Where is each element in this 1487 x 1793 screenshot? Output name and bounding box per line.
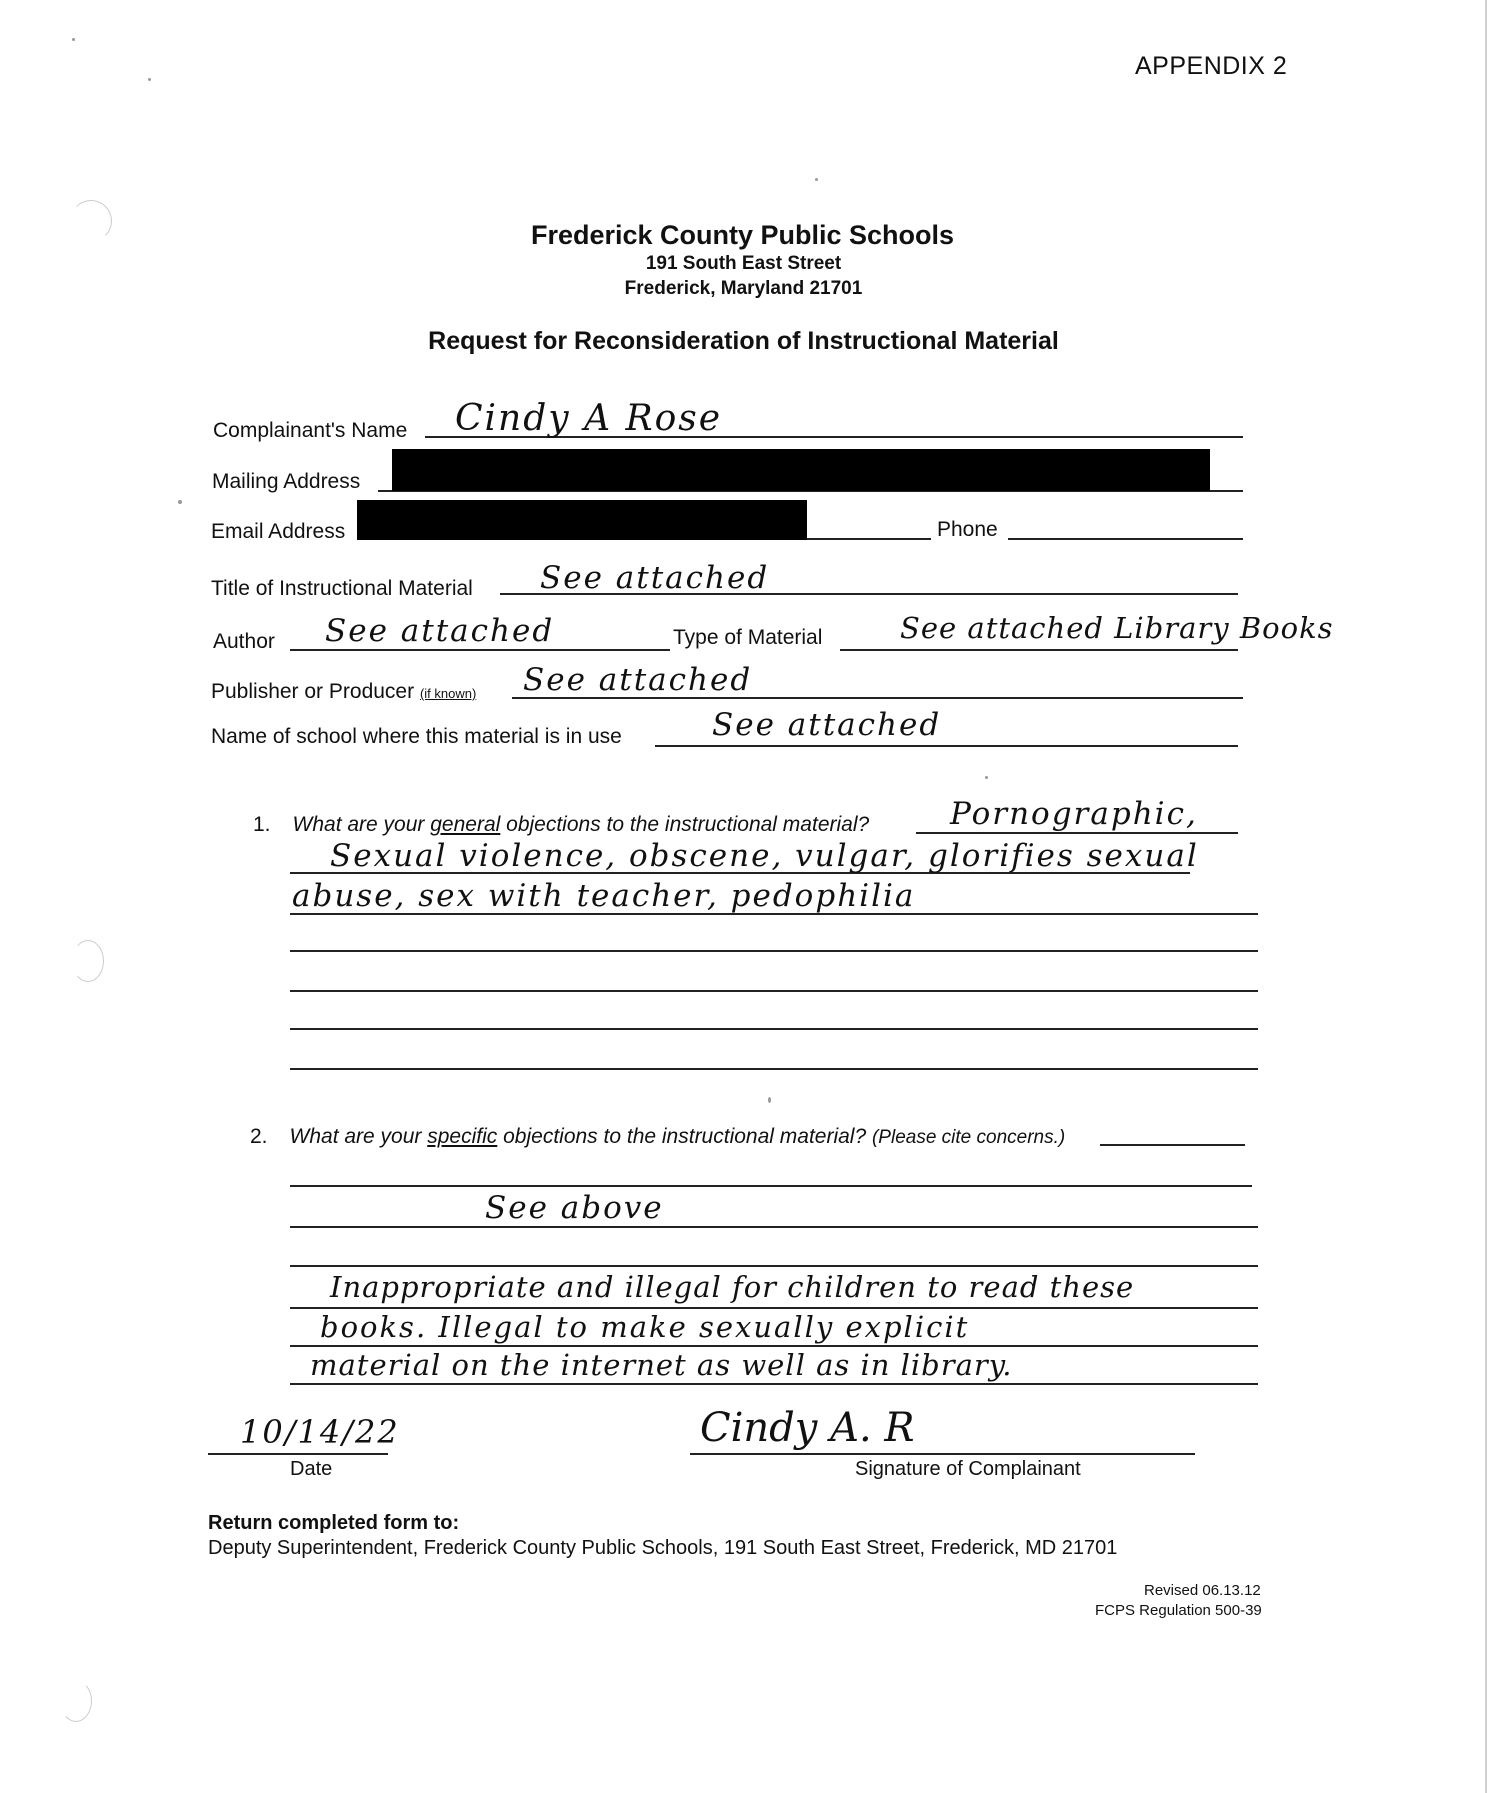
scan-speck — [148, 78, 151, 81]
complainant-name-value: Cindy A Rose — [455, 398, 723, 439]
q1-answer-line-1: Pornographic, — [950, 796, 1198, 832]
organization-city: Frederick, Maryland 21701 — [624, 278, 863, 299]
school-label: Name of school where this material is in use — [211, 725, 622, 748]
phone-label: Phone — [937, 518, 998, 541]
date-line — [208, 1453, 388, 1455]
question-1-pre: What are your — [292, 813, 431, 836]
author-value: See attached — [325, 613, 555, 649]
q1-line-5 — [290, 1028, 1258, 1030]
email-address-label: Email Address — [211, 520, 346, 543]
question-2 — [250, 1125, 1065, 1149]
q2-answer-line-3: books. Illegal to make sexually explicit — [320, 1310, 970, 1344]
q2-line-3 — [290, 1265, 1258, 1267]
publisher-label-note: (if known) — [419, 686, 477, 701]
q2-answer-line-4: material on the internet as well as in library. — [310, 1348, 1013, 1382]
question-1-emphasis: general — [430, 813, 501, 836]
signature-line — [690, 1453, 1195, 1455]
date-value: 10/14/22 — [240, 1413, 400, 1451]
q1-answer-line-2: Sexual violence, obscene, vulgar, glorifies sexual — [330, 838, 1199, 874]
publisher-value: See attached — [523, 662, 753, 698]
revised-date: Revised 06.13.12 — [1144, 1582, 1261, 1599]
q1-line-0 — [916, 832, 1238, 834]
email-address-redaction — [357, 500, 807, 540]
title-label: Title of Instructional Material — [211, 577, 473, 600]
scan-speck — [815, 178, 818, 181]
form-title: Request for Reconsideration of Instructional Material — [428, 327, 1059, 355]
title-value: See attached — [540, 560, 770, 596]
q2-answer-line-1: See above — [485, 1190, 664, 1226]
complainant-name-label: Complainant's Name — [213, 419, 408, 442]
q1-line-6 — [290, 1068, 1258, 1070]
organization-name: Frederick County Public Schools — [530, 220, 955, 250]
school-line — [655, 745, 1238, 747]
scan-speck — [768, 1097, 771, 1103]
signature-value: Cindy A. R — [700, 1405, 915, 1451]
type-value: See attached Library Books — [900, 611, 1334, 645]
q2-line-0 — [1100, 1144, 1245, 1146]
question-2-emphasis: specific — [427, 1125, 498, 1148]
question-1 — [253, 813, 869, 837]
question-2-pre: What are your — [289, 1125, 428, 1148]
question-2-note: (Please cite concerns.) — [871, 1127, 1066, 1148]
hole-punch-mark — [72, 940, 104, 982]
q2-answer-line-2: Inappropriate and illegal for children to read these — [330, 1270, 1135, 1304]
phone-line — [1008, 538, 1243, 540]
return-address: Deputy Superintendent, Frederick County Public Schools, 191 South East Street, Frederick, MD 21701 — [208, 1537, 1118, 1559]
type-line — [840, 649, 1238, 651]
signature-label: Signature of Complainant — [855, 1458, 1081, 1480]
author-label: Author — [213, 630, 275, 653]
school-value: See attached — [712, 707, 942, 743]
q1-line-3 — [290, 950, 1258, 952]
author-line — [290, 649, 670, 651]
date-label: Date — [290, 1458, 333, 1480]
question-1-post: objections to the instructional material? — [500, 813, 870, 836]
mailing-address-label: Mailing Address — [212, 470, 361, 493]
appendix-label: APPENDIX 2 — [1135, 52, 1288, 80]
regulation-number: FCPS Regulation 500-39 — [1095, 1602, 1262, 1619]
hole-punch-mark — [60, 1680, 92, 1722]
organization-street: 191 South East Street — [645, 253, 842, 274]
q2-line-4 — [290, 1307, 1258, 1309]
q2-line-5 — [290, 1345, 1258, 1347]
publisher-label — [211, 680, 476, 704]
question-1-number: 1. — [253, 813, 271, 836]
type-label: Type of Material — [673, 626, 823, 649]
mailing-address-redaction — [392, 449, 1210, 491]
q1-answer-line-3: abuse, sex with teacher, pedophilia — [292, 878, 916, 914]
q2-line-1 — [290, 1185, 1252, 1187]
scan-speck — [72, 38, 75, 41]
question-2-post: objections to the instructional material? — [497, 1125, 872, 1148]
q2-line-2 — [290, 1226, 1258, 1228]
publisher-label-text: Publisher or Producer — [211, 680, 415, 703]
scan-speck — [178, 500, 182, 504]
q1-line-4 — [290, 990, 1258, 992]
question-2-number: 2. — [250, 1125, 268, 1148]
q2-line-6 — [290, 1383, 1258, 1385]
return-heading: Return completed form to: — [208, 1512, 460, 1534]
scan-speck — [985, 776, 988, 779]
